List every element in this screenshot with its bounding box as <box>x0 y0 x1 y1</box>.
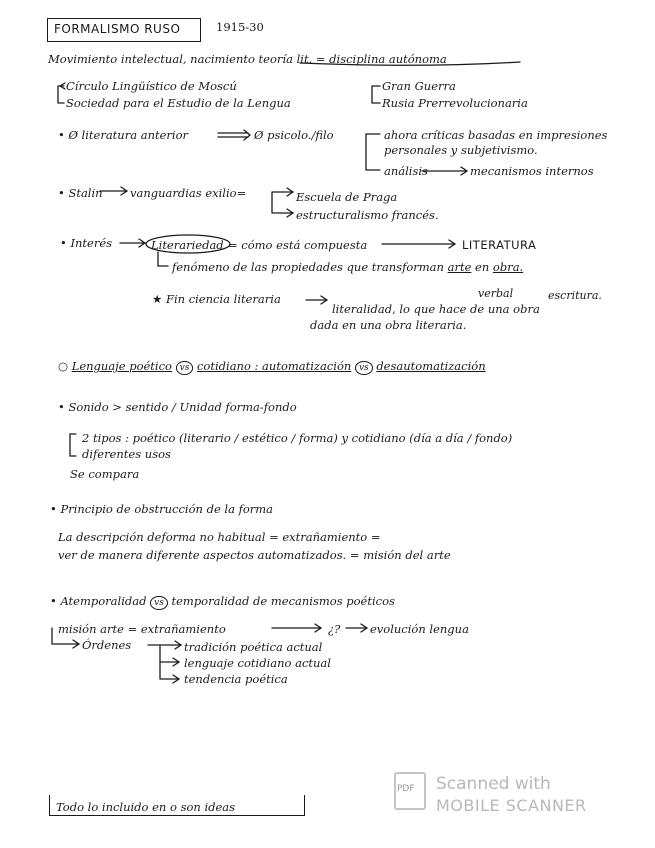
s6-line2: diferentes usos <box>82 447 171 461</box>
s3-branch1: Escuela de Praga <box>296 190 398 204</box>
s1-right-b: Rusia Prerrevolucionaria <box>382 96 528 110</box>
s1-right-bracket <box>372 86 380 103</box>
s8-orden-2: lenguaje cotidiano actual <box>184 656 331 670</box>
s7-main-text: Principio de obstrucción de la forma <box>60 502 274 516</box>
s2-main-text: Ø literatura anterior <box>68 128 188 142</box>
s2-branch2-right: mecanismos internos <box>470 164 594 178</box>
s2-branch1-line2: personales y subjetivismo. <box>384 143 538 157</box>
s6-line1: 2 tipos : poético (literario / estético / forma) y cotidiano (día a día / fondo) <box>82 431 513 445</box>
s6-main-text: Sonido > sentido / Unidad forma-fondo <box>68 400 297 414</box>
s4-sub-en: en <box>475 260 490 274</box>
star-icon: ★ <box>152 292 163 306</box>
s4-star-pre: Fin ciencia literaria <box>165 292 281 306</box>
s4-sub-pre: fenómeno de las propiedades que transforman <box>172 260 444 274</box>
s8-ordenes: Órdenes <box>82 638 132 652</box>
s8-question: ¿? <box>328 622 341 636</box>
s4-star-arrow <box>306 296 327 304</box>
watermark-line1: Scanned with <box>436 774 551 794</box>
s2-branch-bracket <box>366 134 380 170</box>
s8-o1-arrow <box>172 641 181 649</box>
s4-annotation-escritura: escritura. <box>548 289 602 302</box>
s8-main-a: Atemporalidad <box>60 594 147 608</box>
s2-double-arrow <box>218 130 250 140</box>
s8-orden-3: tendencia poética <box>184 672 288 686</box>
s4-definition: = cómo está compuesta <box>228 238 368 252</box>
s1-left-a: Círculo Lingüístico de Moscú <box>66 79 237 93</box>
s4-sub-obra: obra. <box>492 260 524 274</box>
s5-vs1: vs <box>176 361 194 375</box>
s3-main: • Stalin <box>58 186 103 200</box>
s5-end: desautomatización <box>376 359 486 373</box>
watermark-line2: MOBILE SCANNER <box>436 796 587 815</box>
s8-main: • Atemporalidad vs temporalidad de mecanismos poéticos <box>50 594 395 608</box>
s6-bracket <box>70 434 76 456</box>
s2-main: • Ø literatura anterior <box>58 128 188 142</box>
s6-main: • Sonido > sentido / Unidad forma-fondo <box>58 400 297 414</box>
s8-line1: misión arte = extrañamiento <box>58 622 226 636</box>
s3-mid-text: vanguardias exilio <box>130 186 237 200</box>
s2-branch2-left: análisis <box>384 164 428 178</box>
footer-note: Todo lo incluido en o son ideas <box>56 800 236 814</box>
page-title: FORMALISMO RUSO <box>54 22 181 36</box>
s7-line1: La descripción deforma no habitual = extrañamiento = <box>58 530 381 544</box>
s8-left-bracket <box>52 628 79 648</box>
s4-sub-arte: arte <box>447 260 472 274</box>
s5-mid: cotidiano : automatización <box>196 359 352 373</box>
s4-sub-bracket <box>158 252 168 266</box>
s8-arrow1 <box>272 624 321 632</box>
s7-main: • Principio de obstrucción de la forma <box>50 502 274 516</box>
s1-left-b: Sociedad para el Estudio de la Lengua <box>66 96 291 110</box>
s4-annotation-verbal: verbal <box>478 287 514 300</box>
s2-branch1-line1: ahora críticas basadas en impresiones <box>384 128 608 142</box>
s4-star-post: literalidad, lo que hace de una obra <box>332 302 540 316</box>
s3-branch2: estructuralismo francés. <box>296 208 439 222</box>
s8-vs: vs <box>150 596 168 610</box>
s8-line1-end: evolución lengua <box>370 622 469 636</box>
s5-vs2: vs <box>355 361 373 375</box>
s4-circle <box>146 235 230 253</box>
s3-mid-equals: = <box>236 186 247 200</box>
s8-orders-bracket <box>148 645 178 679</box>
s4-main: • Interés <box>60 236 113 250</box>
s4-star-line2: dada en una obra literaria. <box>310 318 467 332</box>
s8-main-b: temporalidad de mecanismos poéticos <box>171 594 395 608</box>
s2-branch2-arrow <box>422 167 467 175</box>
s5-bullet: ○ <box>58 359 69 373</box>
s4-arrow2 <box>382 240 455 248</box>
s4-arrow1 <box>120 239 145 247</box>
s4-circled: Literariedad <box>151 238 224 252</box>
s8-orden-1: tradición poética actual <box>184 640 323 654</box>
s3-arrow1 <box>100 187 127 195</box>
year-range: 1915-30 <box>216 20 264 34</box>
s2-arrow-target: Ø psicolo./filo <box>254 128 334 142</box>
s6-line3: Se compara <box>70 467 140 481</box>
s5-lead: Lenguaje poético <box>71 359 172 373</box>
s1-right-a: Gran Guerra <box>382 79 456 93</box>
s4-main-text: Interés <box>70 236 113 250</box>
s4-target: LITERATURA <box>462 238 537 252</box>
pdf-icon-label: PDF <box>397 784 415 794</box>
s3-main-text: Stalin <box>68 186 103 200</box>
s8-arrow2 <box>346 624 367 632</box>
s1-underline <box>300 62 520 65</box>
s7-line2: ver de manera diferente aspectos automatizados. = misión del arte <box>58 548 451 562</box>
s1-line1: Movimiento intelectual, nacimiento teoría lit. = disciplina autónoma <box>48 52 447 66</box>
